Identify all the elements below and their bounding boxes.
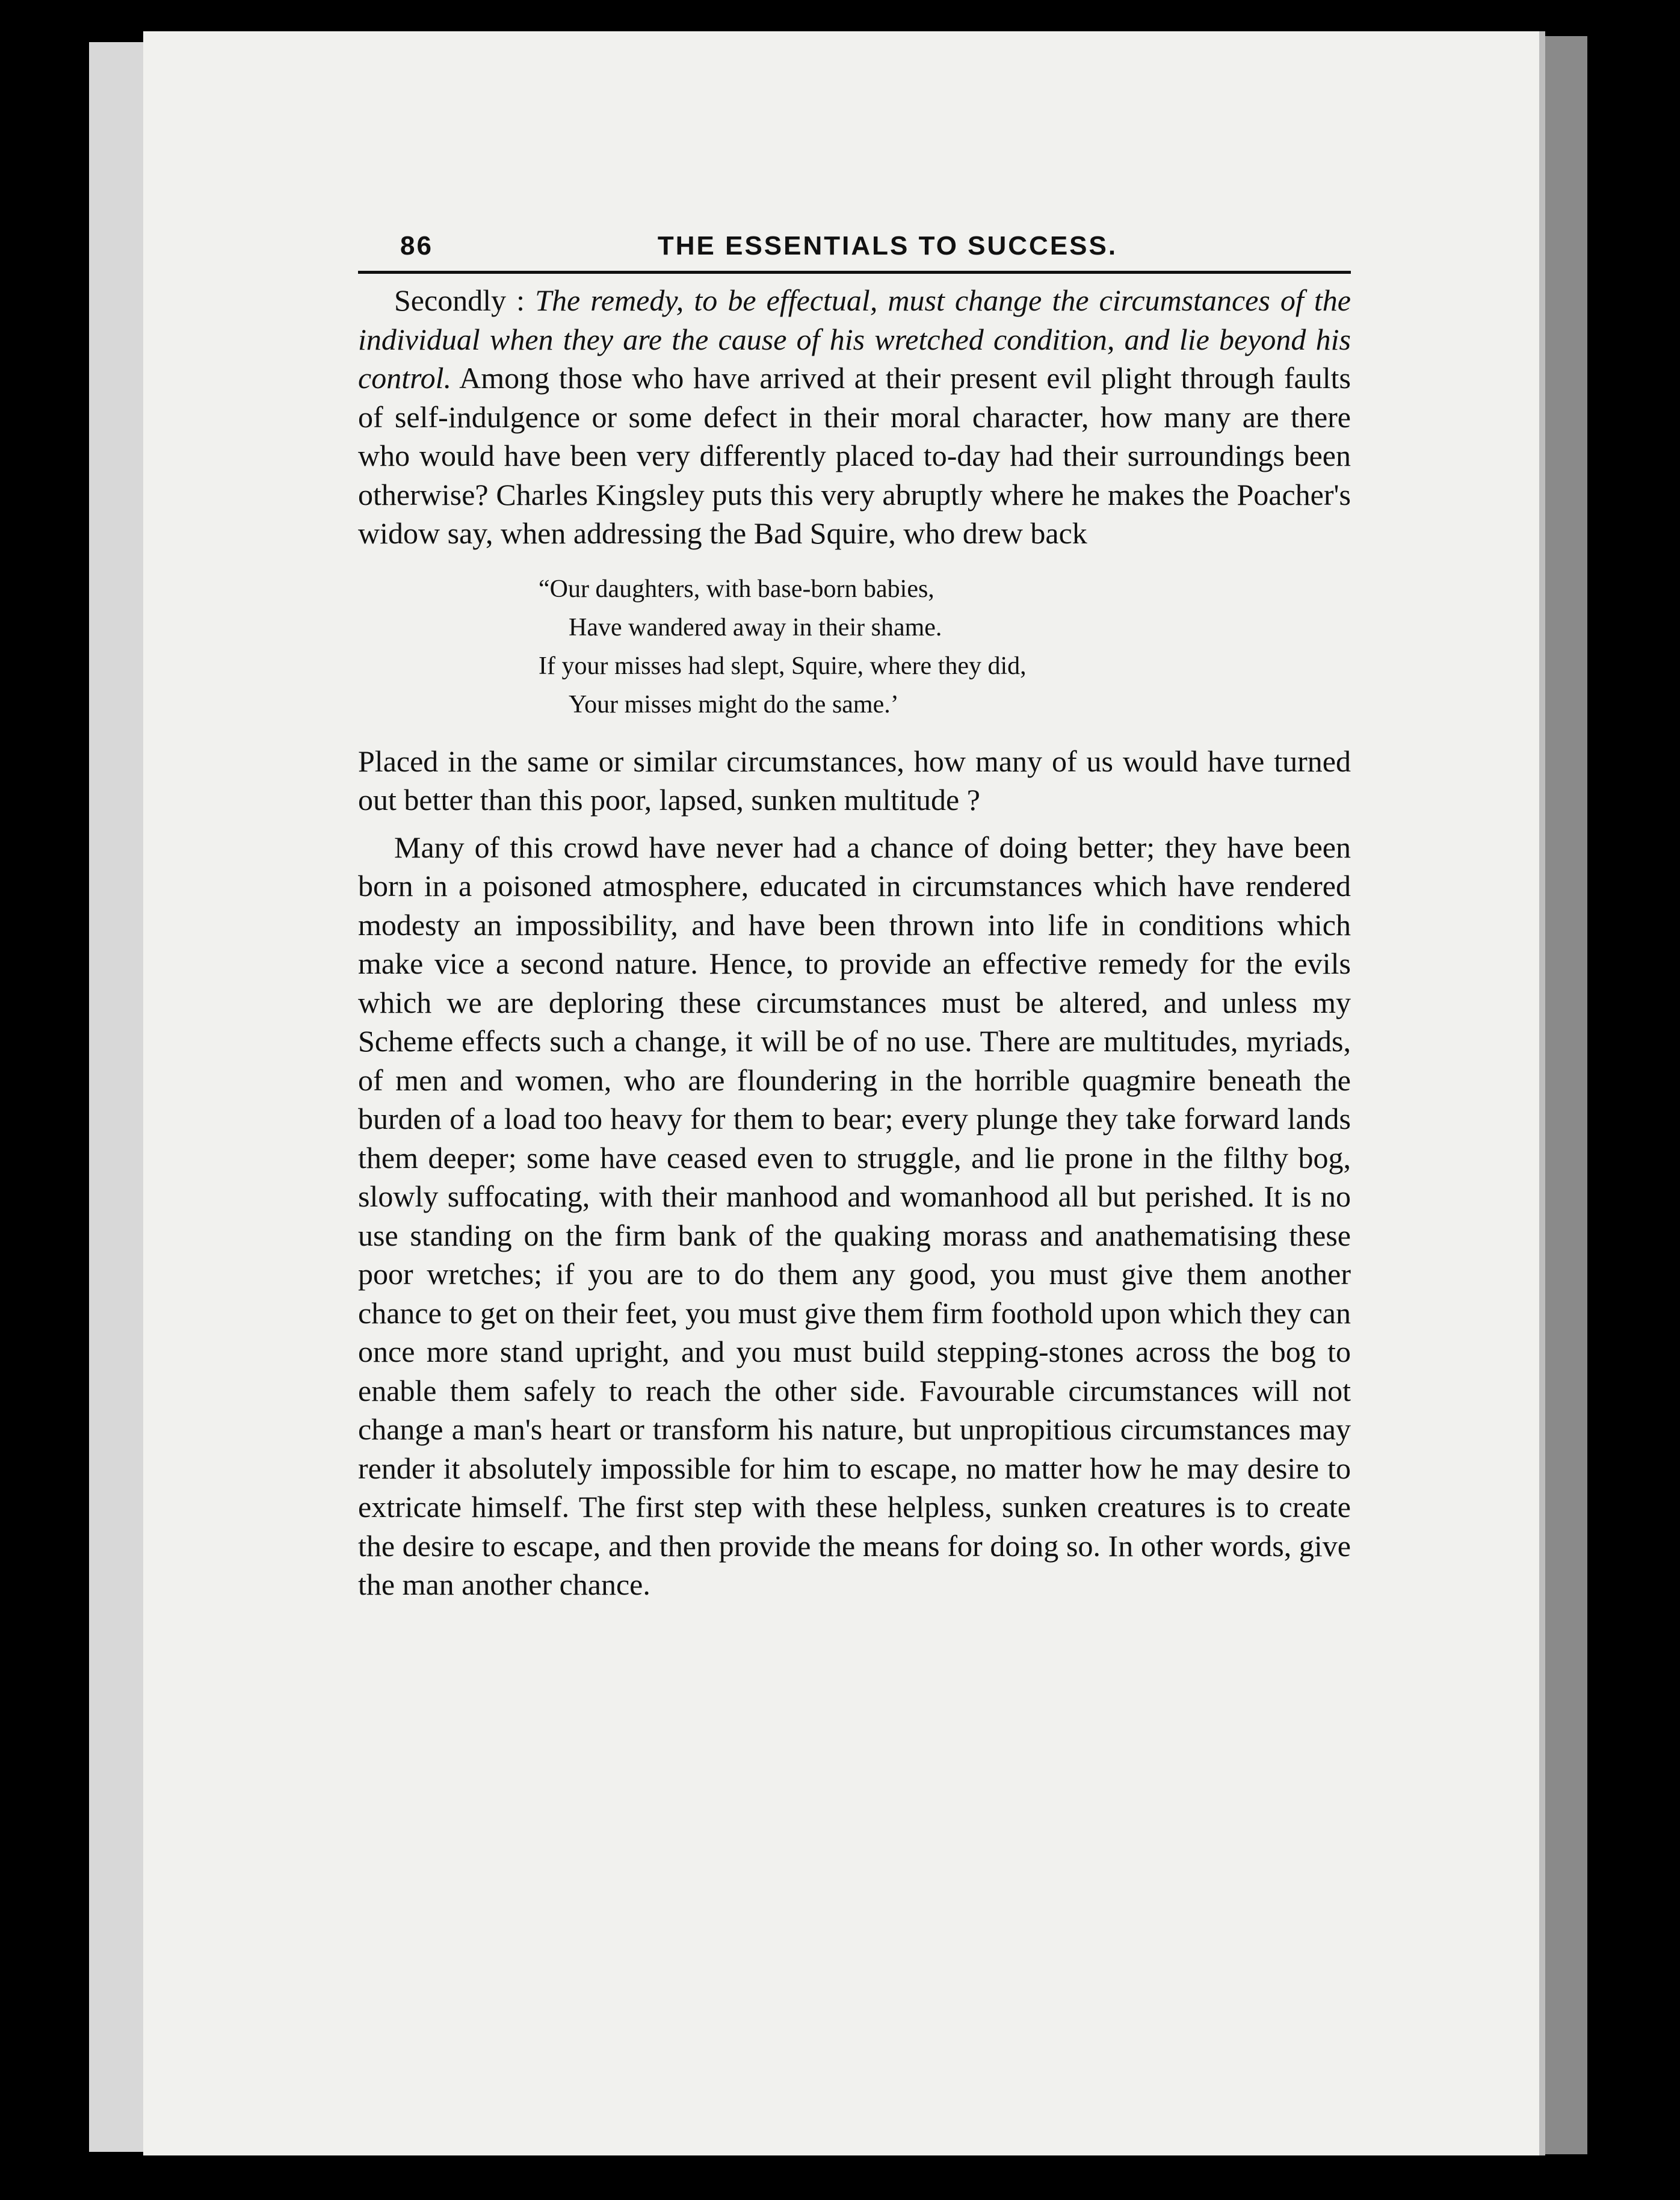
scan-background xyxy=(1587,48,1680,2154)
page-edge xyxy=(89,42,109,2152)
paragraph: Placed in the same or similar circumstances, how many of us would have turned out better than this poor, lapsed, sunken multitude ? xyxy=(358,744,1351,817)
paragraph: Many of this crowd have never had a chance of doing better; they have been born in a poisoned atmosphere, educated in circumstances which have rendered modesty an impossibility, and have been thrown into life in conditions which make vice a second nature. Hence, to provide an effective remedy for the evils which we are deploring these circumstances must be altered, and unless my Scheme effects such a change, it will be of no use. There are multitudes, myriads, of men and women, who are floundering in the horrible quagmire beneath the burden of a load too heavy for them to bear; every plunge they take forward lands them deeper; some have ceased even to struggle, and lie prone in the filthy bog, slowly suffocating, with their manhood and womanhood all but perished. It is no use standing on the firm bank of the quaking morass and anathematising these poor wretches; if you are to do them any good, you must give them another chance to get on their feet, you must give them firm foothold upon which they can once more stand upright, and you must build stepping-stones across the bog to enable them safely to reach the other side. Favourable circumstances will not change a man's heart or transform his nature, but unpropitious circumstances may render it absolutely impossible for him to escape, no matter how he may desire to extricate himself. The first step with these helpless, sunken creatures is to create the desire to escape, and then provide the means for doing so. In other words, give the man another chance. xyxy=(358,830,1351,1601)
body-text xyxy=(358,281,1351,1604)
page-content xyxy=(358,229,1351,1604)
italic-thesis: The remedy, to be effectual, must change the circumstances of the individual when they are the cause of his wretched condition, and lie beyond his control. xyxy=(358,283,1351,395)
running-head xyxy=(358,229,1351,274)
paragraph-text: Among those who have arrived at their present evil plight through faults of self-indulgence or some defect in their moral character, how many are there who would have been very differently placed to-day had their surroundings been otherwise? Charles Kingsley puts this very abruptly where he makes the Poacher's widow say, when addressing the Bad Squire, who drew back xyxy=(358,361,1351,550)
verse-line: If your misses had slept, Squire, where they did, xyxy=(539,652,1027,680)
gutter xyxy=(1539,31,1545,2155)
running-title: THE ESSENTIALS TO SUCCESS. xyxy=(657,231,1118,261)
paragraph xyxy=(358,281,1351,553)
paragraph-lead: Secondly : xyxy=(394,283,536,317)
page-number: 86 xyxy=(400,231,433,261)
verse-line: Your misses might do the same.’ xyxy=(569,690,899,718)
verse-line: “Our daughters, with base-born babies, xyxy=(539,575,934,603)
verse-line: Have wandered away in their shame. xyxy=(569,613,942,641)
verse-quotation xyxy=(358,570,1351,724)
facing-page-edge xyxy=(1545,36,1587,2154)
